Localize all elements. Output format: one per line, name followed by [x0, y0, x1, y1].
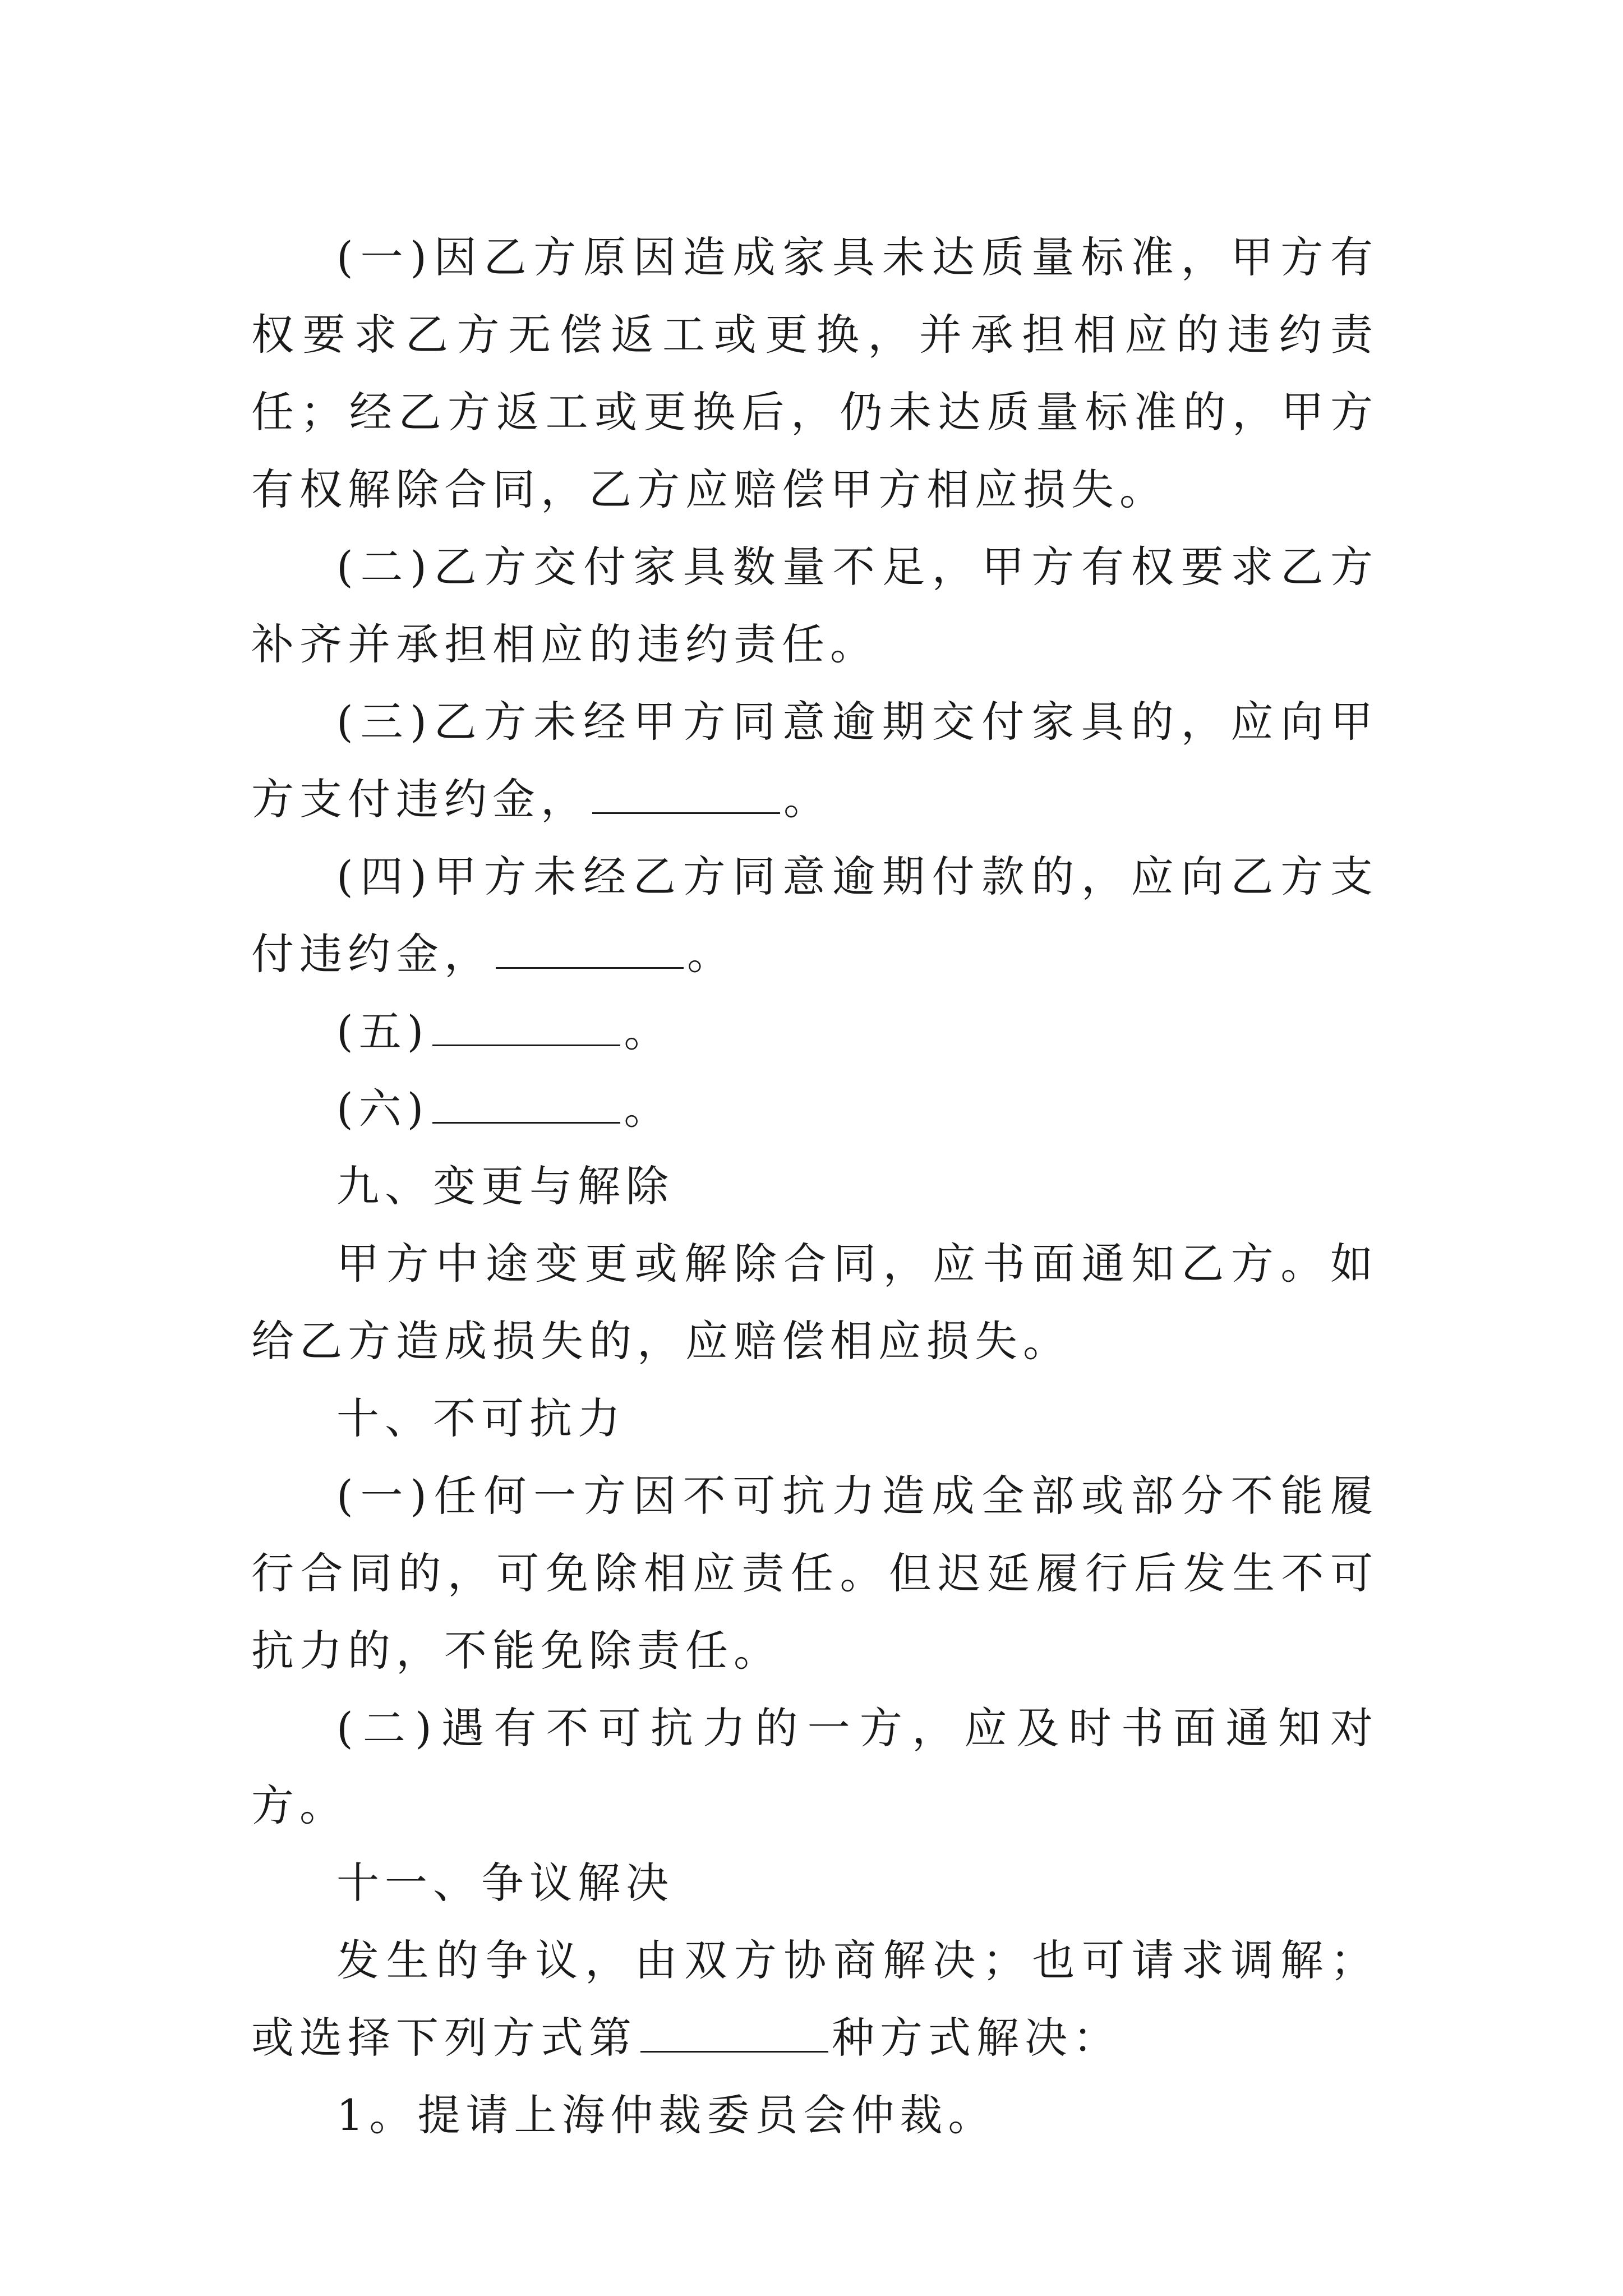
clause-modification: [251, 1225, 1378, 1380]
clause-text: (五): [336, 1006, 430, 1056]
clause-end-mark: 。: [783, 774, 832, 824]
clause-force-majeure-notice: [251, 1690, 1378, 1844]
clause-text: 发生的争议，由双方协商解决；也可请求调解；或选择下列方式第: [251, 1935, 1378, 2063]
clause-text: (一)任何一方因不可抗力造成全部或部分不能履行合同的，可免除相应责任。但迟延履行后发生不可抗力的，不能免除责任。: [251, 1471, 1378, 1676]
clause-force-majeure-exemption: [251, 1457, 1378, 1690]
fill-in-blank: [496, 967, 684, 969]
fill-in-blank: [432, 1121, 620, 1124]
clause-text: (六): [336, 1084, 430, 1134]
clause-end-mark: 。: [624, 1006, 672, 1056]
clause-quality-breach: [251, 219, 1378, 528]
clause-text: (三)乙方未经甲方同意逾期交付家具的，应向甲方支付违约金，: [251, 697, 1378, 824]
clause-end-mark: 。: [687, 929, 735, 979]
clause-text: (一)因乙方原因造成家具未达质量标准，甲方有权要求乙方无偿返工或更换，并承担相应的违约责任；经乙方返工或更换后，仍未达质量标准的，甲方有权解除合同，乙方应赔偿甲方相应损失。: [251, 232, 1378, 514]
clause-dispute-resolution: [251, 1922, 1378, 2077]
clause-late-payment: [251, 838, 1378, 993]
clause-text: (二)乙方交付家具数量不足，甲方有权要求乙方补齐并承担相应的违约责任。: [251, 542, 1378, 669]
clause-six: [251, 1070, 1378, 1148]
clause-five: [251, 993, 1378, 1070]
clause-text: (二)遇有不可抗力的一方，应及时书面通知对方。: [251, 1703, 1378, 1830]
section-heading-dispute: [251, 1844, 1378, 1922]
heading-text: 十、不可抗力: [336, 1393, 626, 1443]
fill-in-blank: [592, 812, 780, 814]
clause-text-continued: 种方式解决：: [832, 2013, 1121, 2063]
clause-arbitration-option: [251, 2077, 1378, 2154]
clause-text: 1。提请上海仲裁委员会仲裁。: [336, 2090, 997, 2140]
section-heading-force-majeure: [251, 1380, 1378, 1457]
clause-end-mark: 。: [624, 1084, 672, 1134]
clause-late-delivery: [251, 683, 1378, 838]
fill-in-blank: [432, 1044, 620, 1046]
section-heading-modification: [251, 1148, 1378, 1225]
heading-text: 九、变更与解除: [336, 1161, 674, 1211]
fill-in-blank: [640, 2050, 828, 2053]
heading-text: 十一、争议解决: [336, 1858, 674, 1908]
document-body: [251, 219, 1378, 2154]
clause-text: (四)甲方未经乙方同意逾期付款的，应向乙方支付违约金，: [251, 852, 1378, 979]
clause-text: 甲方中途变更或解除合同，应书面通知乙方。如给乙方造成损失的，应赔偿相应损失。: [251, 1239, 1378, 1366]
clause-quantity-shortfall: [251, 528, 1378, 683]
